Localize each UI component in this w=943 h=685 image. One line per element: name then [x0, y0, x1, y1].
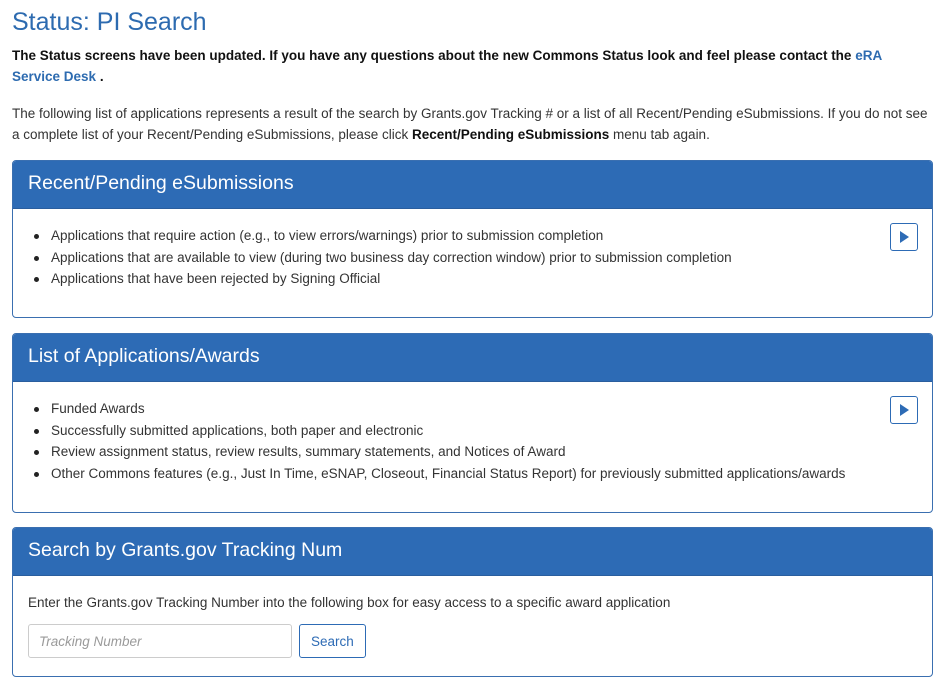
- intro-text-before: The following list of applications represents a result of the search by Grants.gov Tracking # or a list of all Recent/Pending eSubmissions. If you do not see a complete list of your Recent/Pending eSubmissions, please click: [12, 106, 928, 142]
- search-row: [28, 624, 366, 658]
- panel-title-tracking-search: Search by Grants.gov Tracking Num: [13, 528, 932, 576]
- play-icon: [898, 404, 910, 416]
- panel-body: [13, 576, 932, 676]
- panel-title-recent-pending: Recent/Pending eSubmissions: [13, 161, 932, 209]
- list-item: Review assignment status, review results, summary statements, and Notices of Award: [51, 441, 917, 463]
- tracking-search-panel: [12, 527, 933, 677]
- search-button[interactable]: Search: [299, 624, 366, 658]
- play-icon: [898, 231, 910, 243]
- applications-awards-panel: [12, 333, 933, 513]
- intro-bold-text: Recent/Pending eSubmissions: [411, 127, 610, 142]
- search-description: Enter the Grants.gov Tracking Number into the following box for easy access to a specific award application: [28, 595, 671, 610]
- era-service-desk-link[interactable]: eRA Service Desk: [12, 48, 882, 84]
- notice-text: The Status screens have been updated. If you have any questions about the new Commons Status look and feel please contact the: [12, 48, 856, 63]
- recent-pending-panel: [12, 160, 933, 318]
- list-item: Successfully submitted applications, both paper and electronic: [51, 420, 917, 442]
- intro-text-after: menu tab again.: [609, 127, 710, 142]
- recent-pending-go-button[interactable]: [890, 223, 918, 251]
- panel-body: [13, 382, 932, 484]
- intro-text: [12, 103, 932, 145]
- panel-body: [13, 209, 932, 290]
- list-item: Other Commons features (e.g., Just In Time, eSNAP, Closeout, Financial Status Report) for previously submitted applications/awards: [51, 463, 917, 485]
- update-notice: [12, 45, 932, 87]
- list-item: Funded Awards: [51, 398, 917, 420]
- list-item: Applications that have been rejected by Signing Official: [51, 268, 917, 290]
- panel-title-applications-awards: List of Applications/Awards: [13, 334, 932, 382]
- applications-awards-list: [28, 398, 917, 484]
- tracking-number-input[interactable]: [28, 624, 292, 658]
- list-item: Applications that require action (e.g., to view errors/warnings) prior to submission completion: [51, 225, 917, 247]
- page-title: Status: PI Search: [12, 8, 207, 36]
- applications-awards-go-button[interactable]: [890, 396, 918, 424]
- notice-suffix: .: [96, 69, 104, 84]
- recent-pending-list: [28, 225, 917, 290]
- list-item: Applications that are available to view (during two business day correction window) prior to submission completion: [51, 247, 917, 269]
